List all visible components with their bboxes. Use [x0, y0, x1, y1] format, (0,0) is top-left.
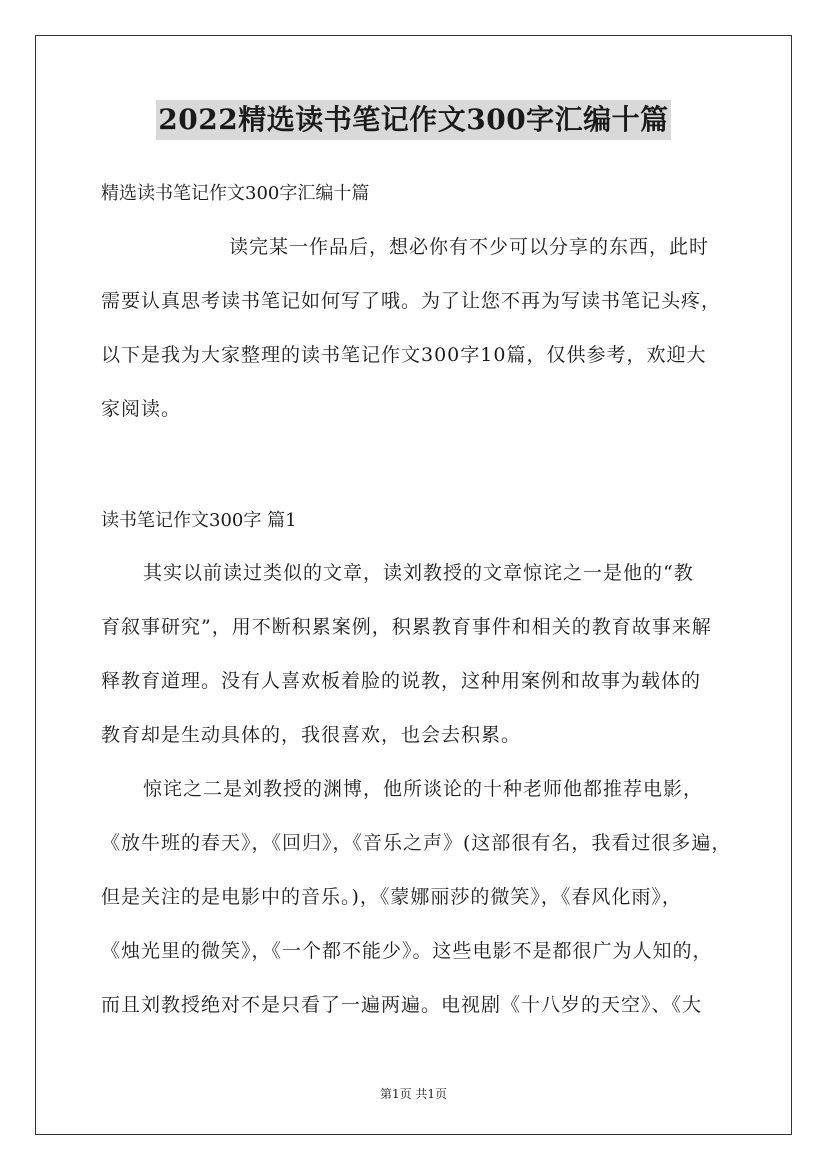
paragraph1-line-1: 其实以前读过类似的文章，读刘教授的文章惊诧之一是他的“教: [143, 562, 694, 584]
document-subtitle: 精选读书笔记作文300字汇编十篇: [101, 183, 370, 204]
paragraph2-line-1: 惊诧之二是刘教授的渊博，他所谈论的十种老师他都推荐电影，: [143, 778, 704, 800]
paragraph2-line-5: 而且刘教授绝对不是只看了一遍两遍。电视剧《十八岁的天空》、《大: [101, 994, 703, 1016]
section-heading: 读书笔记作文300字 篇1: [101, 510, 297, 531]
paragraph2-line-2: 《放牛班的春天》，《回归》，《音乐之声》(这部很有名，我看过很多遍，: [101, 832, 732, 854]
page-footer: 第1页 共1页: [379, 1087, 448, 1101]
paragraph1-line-3: 释教育道理。没有人喜欢板着脸的说教，这种用案例和故事为载体的: [101, 670, 702, 692]
intro-line-1: 读完某一作品后，想必你有不少可以分享的东西，此时: [229, 236, 710, 258]
document-title: 2022精选读书笔记作文300字汇编十篇: [156, 100, 670, 140]
intro-line-3: 以下是我为大家整理的读书笔记作文300字10篇，仅供参考，欢迎大: [101, 344, 707, 366]
intro-line-2: 需要认真思考读书笔记如何写了哦。为了让您不再为写读书笔记头疼，: [101, 290, 722, 312]
paragraph2-line-3: 但是关注的是电影中的音乐。)，《蒙娜丽莎的微笑》，《春风化雨》，: [101, 886, 682, 908]
paragraph1-line-2: 育叙事研究”，用不断积累案例，积累教育事件和相关的教育故事来解: [101, 616, 712, 638]
intro-line-4: 家阅读。: [101, 398, 182, 420]
paragraph1-line-4: 教育却是生动具体的，我很喜欢，也会去积累。: [101, 724, 522, 746]
paragraph2-line-4: 《烛光里的微笑》，《一个都不能少》。这些电影不是都很广为人知的，: [101, 940, 713, 962]
title-container: [0, 100, 827, 140]
